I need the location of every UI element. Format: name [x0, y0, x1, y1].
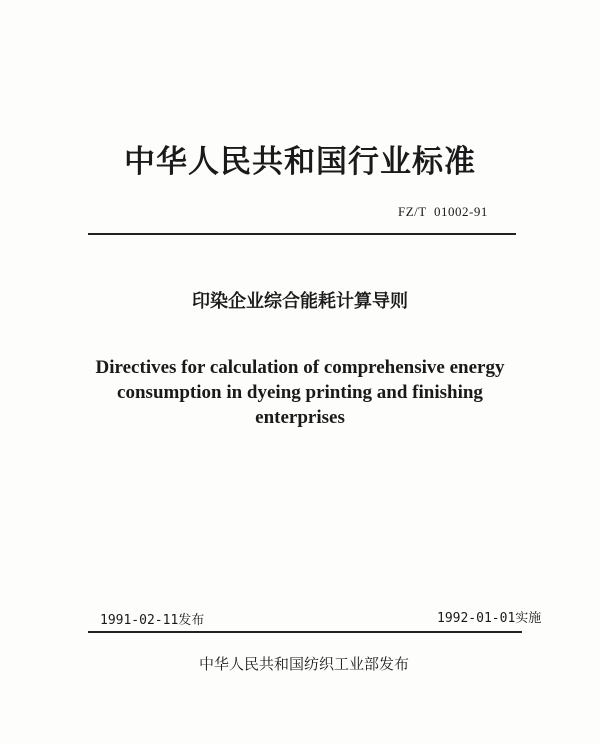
title-en-line: Directives for calculation of comprehensive energy — [95, 357, 505, 378]
publisher: 中华人民共和国纺织工业部发布 — [198, 655, 409, 673]
document-title-en — [0, 355, 600, 430]
footer-divider — [88, 631, 522, 633]
standard-header-title: 中华人民共和国行业标准 — [124, 144, 476, 180]
effective-date: 1992-01-01实施 — [437, 611, 542, 626]
standard-code: FZ/T 01002-91 — [398, 204, 488, 219]
issue-date: 1991-02-11发布 — [100, 613, 205, 628]
document-title-cn: 印染企业综合能耗计算导则 — [192, 291, 408, 312]
header-divider — [88, 233, 516, 235]
title-en-line: consumption in dyeing printing and finishing — [117, 382, 483, 403]
title-en-line: enterprises — [255, 407, 345, 428]
